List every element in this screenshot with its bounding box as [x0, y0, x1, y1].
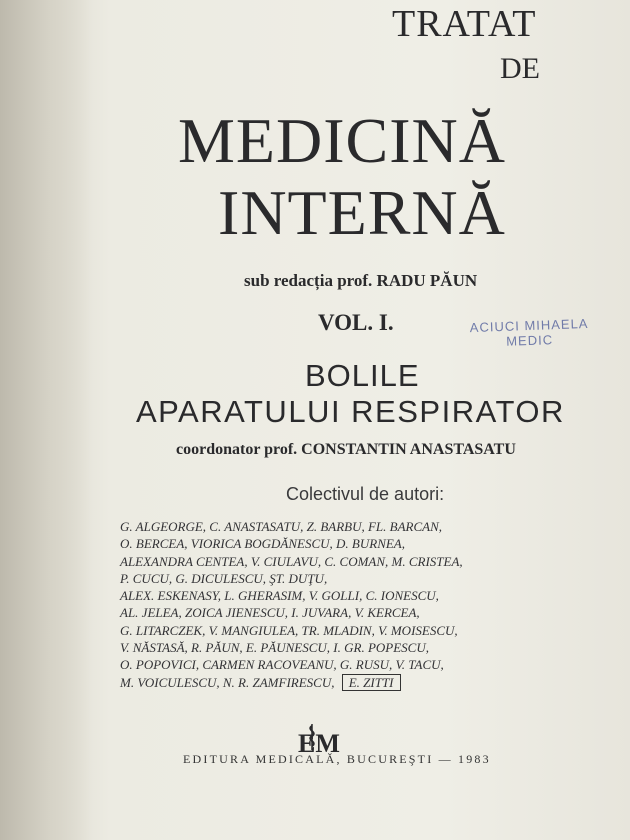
publisher-logo-letters: EM [298, 729, 340, 758]
volume-number: VOL. I. [318, 310, 394, 335]
authors-line: AL. JELEA, ZOICA JIENESCU, I. JUVARA, V. KERCEA, [120, 605, 420, 621]
boxed-author-name: E. ZITTI [342, 674, 401, 691]
authors-line: G. LITARCZEK, V. MANGIULEA, TR. MLADIN, V. MOISESCU, [120, 622, 458, 638]
stamp-line-profession: MEDIC [505, 332, 554, 349]
publisher-imprint: EDITURA MEDICALĂ, BUCUREŞTI — 1983 [183, 752, 491, 766]
title-interna: INTERNĂ [218, 177, 506, 248]
editor-line: sub redacția prof. RADU PĂUN [244, 271, 478, 290]
owner-stamp [470, 316, 590, 350]
title-medicina: MEDICINĂ [178, 105, 506, 176]
stamp-line-name: ACIUCI MIHAELA [469, 315, 589, 336]
title-line-tratat: TRATAT [392, 3, 537, 45]
authors-last-line [120, 674, 620, 691]
authors-last-names: M. VOICULESCU, N. R. ZAMFIRESCU, [120, 674, 335, 690]
authors-line: ALEX. ESKENASY, L. GHERASIM, V. GOLLI, C. IONESCU, [120, 588, 439, 604]
subtitle-line-1: BOLILE [305, 358, 420, 393]
title-line-de: DE [500, 52, 540, 85]
subtitle-line-2: APARATULUI RESPIRATOR [136, 394, 565, 429]
authors-list [120, 518, 620, 691]
authors-line: P. CUCU, G. DICULESCU, ŞT. DUŢU, [120, 570, 328, 586]
authors-line: O. POPOVICI, CARMEN RACOVEANU, G. RUSU, V. TACU, [120, 657, 444, 673]
authors-line: ALEXANDRA CENTEA, V. CIULAVU, C. COMAN, M. CRISTEA, [120, 553, 463, 569]
authors-line: V. NĂSTASĂ, R. PĂUN, E. PĂUNESCU, I. GR. POPESCU, [120, 640, 429, 656]
authors-heading: Colectivul de autori: [286, 484, 445, 504]
authors-line: O. BERCEA, VIORICA BOGDĂNESCU, D. BURNEA, [120, 536, 405, 552]
page-gutter-shadow [0, 0, 92, 840]
authors-line: G. ALGEORGE, C. ANASTASATU, Z. BARBU, FL. BARCAN, [120, 519, 442, 534]
coordinator-line: coordonator prof. CONSTANTIN ANASTASATU [176, 441, 516, 458]
